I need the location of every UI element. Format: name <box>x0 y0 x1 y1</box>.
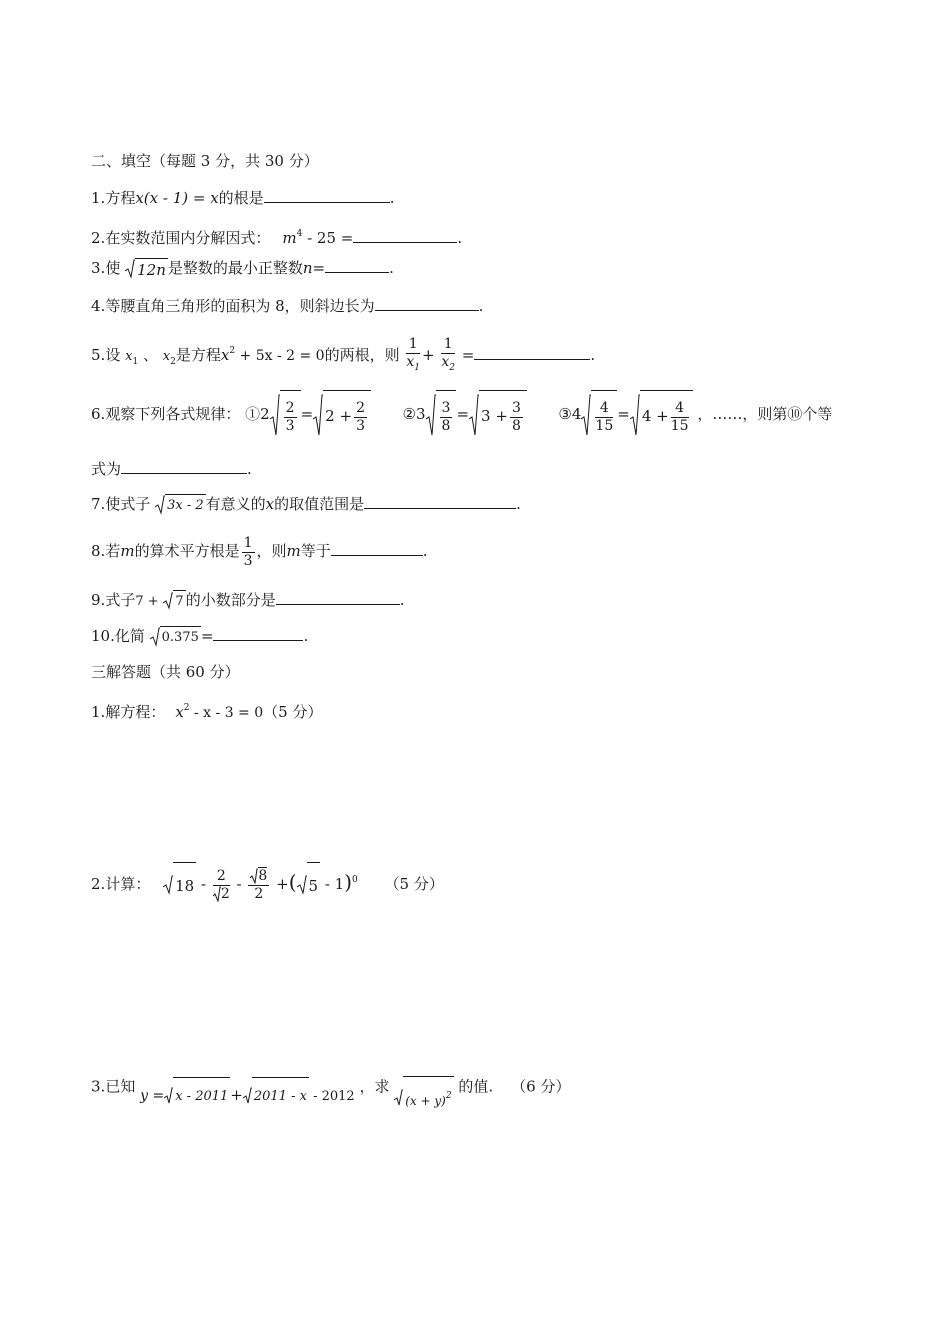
q8-fn: 1 <box>243 534 253 551</box>
q5-pre: 设 <box>105 346 121 364</box>
p3-plus: + <box>230 1085 243 1104</box>
q5-frac-1-den: $x_1$ <box>406 353 421 373</box>
q6-item-2-coef: 3 <box>416 405 426 423</box>
p2-pre: 计算： <box>105 875 151 893</box>
q2-exp: 4 <box>296 229 303 239</box>
q9-radicand: 7 <box>173 590 185 612</box>
q3-var: n <box>302 259 313 277</box>
p3-lhs: y = <box>140 1087 165 1104</box>
q4-number: 4. <box>91 297 106 315</box>
q6-item-3-int: 4 + <box>641 407 669 425</box>
radical-sign-icon <box>243 1087 252 1105</box>
p3-r1: x - 2011 <box>173 1077 230 1115</box>
q6-item-3-fd: 15 <box>595 417 614 434</box>
q8-post2: 等于 <box>300 542 331 560</box>
q10-pre: 化简 <box>114 627 145 645</box>
p1-exp: 2 <box>183 703 190 713</box>
q6-item-1-rn: 2 <box>356 399 365 416</box>
radical-sign-icon <box>270 393 280 437</box>
q6-item-2-eq: = <box>456 405 470 423</box>
q2-rest: - 25 = <box>302 229 354 247</box>
question-9 <box>91 590 404 612</box>
q6-end: . <box>247 460 252 478</box>
q7-var: x <box>265 495 275 513</box>
q5-x1-sub: 1 <box>132 357 139 367</box>
radical-sign-icon <box>469 393 479 437</box>
q6-item-2-fn: 3 <box>441 399 451 416</box>
q2-base: m <box>282 229 297 247</box>
q4-text: 等腰直角三角形的面积为 8，则斜边长为 <box>105 297 375 315</box>
q9-post: 的小数部分是 <box>185 591 276 609</box>
q3-number: 3. <box>91 259 106 277</box>
q6-item-3-coef: 4 <box>571 405 582 423</box>
q5-end: . <box>590 346 596 364</box>
q10-end: . <box>303 627 309 645</box>
p2-f1n: 2 <box>213 868 230 886</box>
q6-item-2 <box>402 399 532 434</box>
q6-post: ，……，则第⑩个等 <box>697 405 833 423</box>
radical-sign-icon <box>163 875 173 895</box>
question-7 <box>91 494 521 516</box>
q5-frac-2-den: $x_2$ <box>441 353 456 373</box>
p3-r2: 2011 - x <box>252 1077 309 1115</box>
p3-answer-area[interactable] <box>91 1110 851 1290</box>
q8-number: 8. <box>91 542 106 560</box>
radical-sign-icon <box>313 393 323 437</box>
problem-3 <box>91 1066 570 1109</box>
p3-r3: (x + y) <box>405 1094 446 1108</box>
q6-item-2-rn: 3 <box>511 399 521 416</box>
p2-f1r: 2 <box>220 885 230 902</box>
q1-pre: 方程 <box>105 189 136 207</box>
q5-frac-1-num: 1 <box>406 336 420 354</box>
question-8 <box>91 530 428 572</box>
radical-sign-icon <box>394 1089 403 1107</box>
q7-post: 的取值范围是 <box>274 495 365 513</box>
p1-pre: 解方程： <box>105 703 166 721</box>
q5-frac-1 <box>406 336 420 377</box>
p2-r1: 18 <box>173 862 196 908</box>
q3-eq: = <box>312 259 326 277</box>
q9-answer-blank[interactable] <box>276 590 400 605</box>
q3-radicand: 12n <box>135 258 168 280</box>
section-2-heading: 二、填空（每题 3 分，共 30 分） <box>91 152 319 170</box>
q5-number: 5. <box>91 346 106 364</box>
problem-2: 2.计算： 18 - $\frac{2}{2}$ - $\frac{8}{2}$ +( 5 - 1)$^0$ （5 分） <box>91 858 444 908</box>
p1-answer-area[interactable] <box>91 725 851 850</box>
question-5 <box>91 332 595 381</box>
radical-sign-icon <box>581 393 591 437</box>
q5-x1: x <box>125 349 133 364</box>
q6-pre: 观察下列各式规律： <box>105 405 241 423</box>
radical-sign-icon <box>213 886 221 902</box>
q3-answer-blank[interactable] <box>325 258 389 273</box>
radical-sign-icon <box>150 627 160 647</box>
p2-exp: 0 <box>352 875 358 885</box>
q5-eq-exp: 2 <box>229 346 236 356</box>
p1-base: x <box>175 703 184 721</box>
q7-mid: 有意义的 <box>205 495 266 513</box>
q6-item-1-int: 2 + <box>325 407 353 425</box>
q10-radicand: 0.375 <box>160 626 201 648</box>
q9-pre: 式子 <box>105 591 136 609</box>
q6-item-1-fn: 2 <box>285 399 295 416</box>
q5-x2-sub: 2 <box>170 357 176 367</box>
radical-sign-icon <box>163 592 173 610</box>
p3-post: ，求 <box>359 1077 390 1096</box>
p3-number: 3. <box>91 1077 106 1096</box>
q7-radical <box>155 494 206 516</box>
p2-score: （5 分） <box>384 875 444 893</box>
p3-rest: - 2012 <box>308 1088 355 1104</box>
q5-frac-2-num: 1 <box>441 336 455 354</box>
q6-item-2-mark: ② <box>402 405 416 423</box>
q6-item-1-coef: 2 <box>260 405 270 423</box>
p2-minus1: - <box>200 875 207 893</box>
q1-expression: x(x - 1) = x <box>135 189 219 207</box>
q5-x2: x <box>162 349 171 364</box>
q8-end: . <box>422 542 428 560</box>
question-6 <box>91 390 832 440</box>
q9-number: 9. <box>91 591 106 609</box>
radical-sign-icon <box>630 393 640 437</box>
question-4 <box>91 296 483 316</box>
p2-answer-area[interactable] <box>91 910 851 1060</box>
q8-mid: 的算术平方根是 <box>134 542 240 560</box>
q8-answer-blank[interactable] <box>331 541 423 556</box>
p2-minus2: - <box>236 875 242 893</box>
q7-pre: 使式子 <box>105 495 151 513</box>
q9-expr: 7 + <box>135 594 159 609</box>
p2-radical-3 <box>297 862 321 908</box>
q7-number: 7. <box>91 495 106 513</box>
q3-radical <box>125 258 168 280</box>
q6-answer-blank[interactable] <box>121 459 247 474</box>
q3-pre: 使 <box>105 259 121 277</box>
q1-post: 的根是 <box>218 189 264 207</box>
q7-radicand: 3x - 2 <box>165 494 206 516</box>
q9-radical <box>163 590 185 612</box>
q3-mid: 是整数的最小正整数 <box>167 259 303 277</box>
q8-var: m <box>120 542 135 560</box>
q5-answer-blank[interactable] <box>474 345 590 360</box>
p2-frac-2 <box>248 868 269 903</box>
q8-pre: 若 <box>105 542 121 560</box>
q5-sep: 、 <box>142 346 158 364</box>
q1-end: . <box>389 189 395 207</box>
q8-var2: m <box>286 542 301 560</box>
q1-number: 1. <box>91 189 106 207</box>
p3-post2: 的值. <box>458 1077 494 1096</box>
q10-number: 10. <box>91 627 115 645</box>
radical-sign-icon <box>164 1087 173 1105</box>
q6-item-3-fn: 4 <box>595 400 613 418</box>
q6-item-1 <box>245 399 376 434</box>
q5-eqsign: = <box>461 346 475 364</box>
q6-item-3-rd: 15 <box>670 417 689 434</box>
question-10 <box>91 626 308 648</box>
q5-post: 的两根，则 <box>324 346 400 364</box>
q6-item-3-rn: 4 <box>671 400 689 418</box>
radical-sign-icon <box>297 875 307 895</box>
radical-sign-icon <box>155 495 165 515</box>
q7-end: . <box>516 495 521 513</box>
problem-1 <box>91 698 322 723</box>
p2-number: 2. <box>91 875 106 893</box>
q6-item-2-rd: 8 <box>511 417 521 434</box>
q6-number: 6. <box>91 405 106 423</box>
p2-r3rest: - 1 <box>320 875 345 893</box>
p2-r3: 5 <box>307 862 321 908</box>
q2-end: . <box>457 229 463 247</box>
q8-fd: 3 <box>243 552 253 569</box>
q5-eq-rest: + 5x - 2 = 0 <box>235 348 325 364</box>
q2-answer-blank[interactable] <box>353 228 457 243</box>
p2-f2d: 2 <box>254 885 264 902</box>
q10-radical <box>150 626 201 648</box>
radical-sign-icon <box>426 393 436 437</box>
p3-r3exp: 2 <box>445 1091 452 1101</box>
q6-line2: 式为 <box>91 460 122 478</box>
p2-plus: + <box>276 875 289 893</box>
question-2 <box>91 224 462 248</box>
q8-post: ，则 <box>256 542 287 560</box>
p2-frac-1 <box>213 868 230 903</box>
question-6-line-2 <box>91 459 252 479</box>
q6-item-2-fd: 8 <box>441 417 451 434</box>
q6-item-1-fd: 3 <box>285 417 295 434</box>
p3-radical-2 <box>243 1077 309 1115</box>
q10-answer-blank[interactable] <box>213 626 303 641</box>
p2-f2r: 8 <box>258 867 268 884</box>
q6-item-3 <box>558 399 697 434</box>
q2-pre: 在实数范围内分解因式： <box>105 229 271 247</box>
q5-frac-2 <box>441 336 455 377</box>
q4-end: . <box>478 297 484 315</box>
q6-item-3-mark: ③ <box>558 405 572 423</box>
q8-fraction <box>242 535 255 570</box>
q3-end: . <box>389 259 394 277</box>
q6-item-2-int: 3 + <box>481 407 508 425</box>
q10-eq: = <box>200 627 214 645</box>
p1-rest: - x - 3 = 0 <box>189 705 264 721</box>
q7-answer-blank[interactable] <box>364 494 516 509</box>
q1-answer-blank[interactable] <box>264 188 390 203</box>
q6-item-1-eq: = <box>300 405 314 423</box>
q6-item-1-rd: 3 <box>356 417 365 434</box>
p3-radical-1 <box>164 1077 230 1115</box>
radical-sign-icon <box>125 259 135 279</box>
section-3-heading: 三解答题（共 60 分） <box>91 663 240 681</box>
q5-mid: 是方程 <box>175 346 221 364</box>
q5-eq-base: x <box>220 346 230 364</box>
q2-number: 2. <box>91 229 106 247</box>
p3-score: （6 分） <box>511 1077 571 1096</box>
p3-pre: 已知 <box>105 1077 136 1096</box>
q4-answer-blank[interactable] <box>375 296 479 311</box>
question-1 <box>91 188 394 208</box>
q5-plus: + <box>422 346 435 364</box>
q6-item-1-mark: ① <box>245 405 261 423</box>
q9-end: . <box>399 591 405 609</box>
p1-number: 1. <box>91 703 106 721</box>
p1-score: （5 分） <box>263 703 323 721</box>
question-3 <box>91 258 394 280</box>
q6-item-3-eq: = <box>617 405 630 423</box>
p2-radical-1 <box>163 862 196 908</box>
